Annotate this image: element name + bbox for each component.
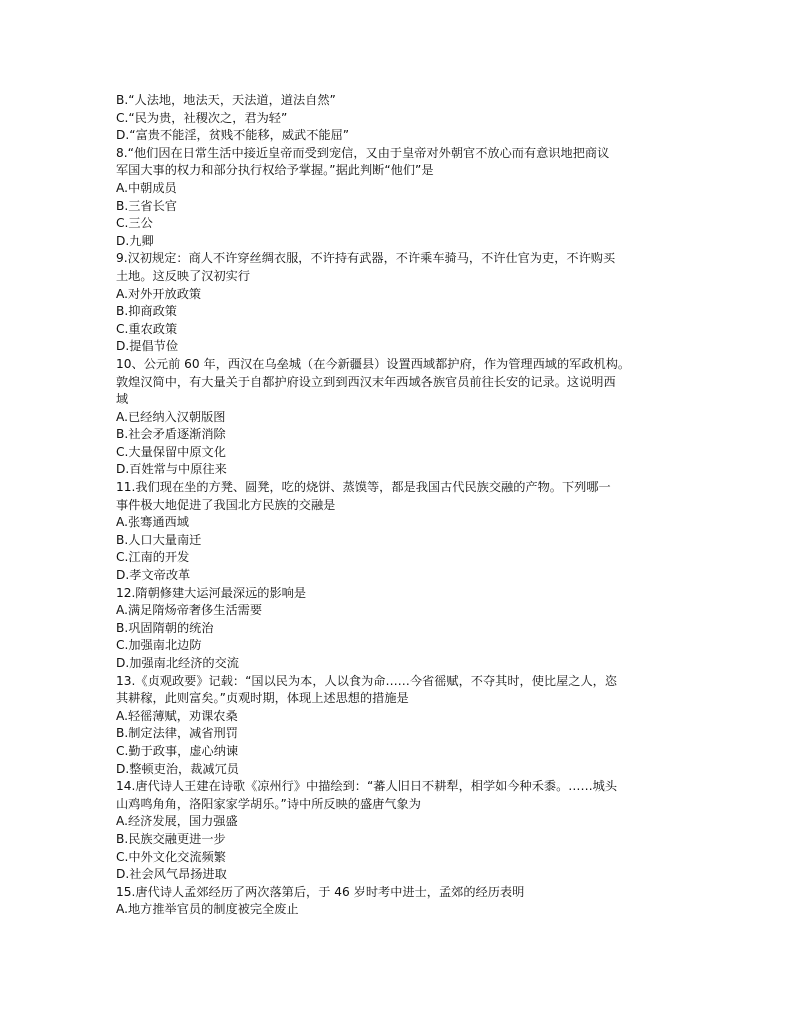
text-line: B.人口大量南迁 — [116, 532, 202, 547]
text-line: B.制定法律，减省刑罚 — [116, 726, 238, 741]
text-line: A.中朝成员 — [116, 180, 177, 195]
text-line: C.重农政策 — [116, 321, 178, 336]
text-line: 事件极大地促进了我国北方民族的交融是 — [116, 497, 336, 512]
text-line: 域 — [116, 392, 129, 407]
text-line: 13.《贞观政要》记载：“国以民为本，人以食为命……今省徭赋，不夺其时，使比屋之人，恣 — [116, 673, 618, 688]
text-line: 军国大事的权力和部分执行权给予掌握。”据此判断“他们”是 — [116, 163, 434, 178]
text-line: 14.唐代诗人王建在诗歌《凉州行》中描绘到：“蕃人旧日不耕犁，相学如今种禾黍。……城头 — [116, 779, 618, 794]
text-line: C.江南的开发 — [116, 550, 190, 565]
text-line: B.“人法地，地法天，天法道，道法自然” — [116, 93, 336, 107]
text-line: A.对外开放政策 — [116, 286, 202, 301]
text-line: A.轻徭薄赋，劝课农桑 — [116, 708, 238, 723]
text-line: D.提倡节俭 — [116, 339, 179, 354]
text-line: B.巩固隋朝的统治 — [116, 620, 214, 635]
text-line: D.百姓常与中原往来 — [116, 462, 227, 477]
text-line: D.社会风气昂扬进取 — [116, 867, 227, 882]
text-line: C.加强南北边防 — [116, 638, 202, 653]
text-line: C.三公 — [116, 216, 153, 231]
text-line: 土地。这反映了汉初实行 — [116, 268, 251, 283]
text-line: 其耕稼，此则富矣。”贞观时期，体现上述思想的措施是 — [116, 691, 409, 706]
text-line: A.地方推举官员的制度被完全废止 — [116, 902, 299, 917]
text-line: 山鸡鸣角角，洛阳家家学胡乐。”诗中所反映的盛唐气象为 — [116, 796, 421, 811]
text-line: C.大量保留中原文化 — [116, 444, 226, 459]
text-line: 9.汉初规定：商人不许穿丝绸衣服，不许持有武器，不许乘车骑马，不许仕官为吏，不许购买 — [116, 251, 616, 266]
text-line: A.经济发展，国力强盛 — [116, 814, 238, 829]
text-line: D.九卿 — [116, 233, 154, 248]
text-line: 15.唐代诗人孟郊经历了两次落第后，于 46 岁时考中进士，孟郊的经历表明 — [116, 884, 525, 899]
text-line: B.抑商政策 — [116, 304, 177, 319]
text-line: C.勤于政事，虚心纳谏 — [116, 743, 239, 758]
text-line: B.社会矛盾逐渐消除 — [116, 427, 226, 442]
text-line: 8.“他们因在日常生活中接近皇帝而受到宠信，又由于皇帝对外朝官不放心而有意识地把商议 — [116, 145, 610, 160]
text-line: D.“富贵不能淫，贫贱不能移，威武不能屈” — [116, 128, 350, 143]
text-line: B.三省长官 — [116, 198, 177, 213]
text-line: A.张骞通西域 — [116, 515, 189, 530]
text-line: C.中外文化交流频繁 — [116, 849, 226, 864]
text-line: 12.隋朝修建大运河最深远的影响是 — [116, 585, 307, 600]
text-line: A.已经纳入汉朝版图 — [116, 409, 226, 424]
text-line: A.满足隋炀帝奢侈生活需要 — [116, 603, 263, 618]
text-line: C.“民为贵，社稷次之，君为轻” — [116, 110, 288, 125]
text-line: 11.我们现在坐的方凳、圆凳，吃的烧饼、蒸馍等，都是我国古代民族交融的产物。下列哪一 — [116, 480, 611, 495]
document-page — [116, 92, 696, 919]
text-line: 10、公元前 60 年，西汉在乌垒城（在今新疆县）设置西域都护府，作为管理西域的军政机构。 — [116, 356, 631, 371]
text-line: D.加强南北经济的交流 — [116, 656, 239, 670]
text-line: B.民族交融更进一步 — [116, 831, 226, 846]
text-line: D.整顿吏治，裁减冗员 — [116, 761, 239, 776]
text-line: D.孝文帝改革 — [116, 568, 191, 583]
text-line: 敦煌汉简中，有大量关于自都护府设立到到西汉末年西域各族官员前往长安的记录。这说明西 — [116, 374, 616, 389]
